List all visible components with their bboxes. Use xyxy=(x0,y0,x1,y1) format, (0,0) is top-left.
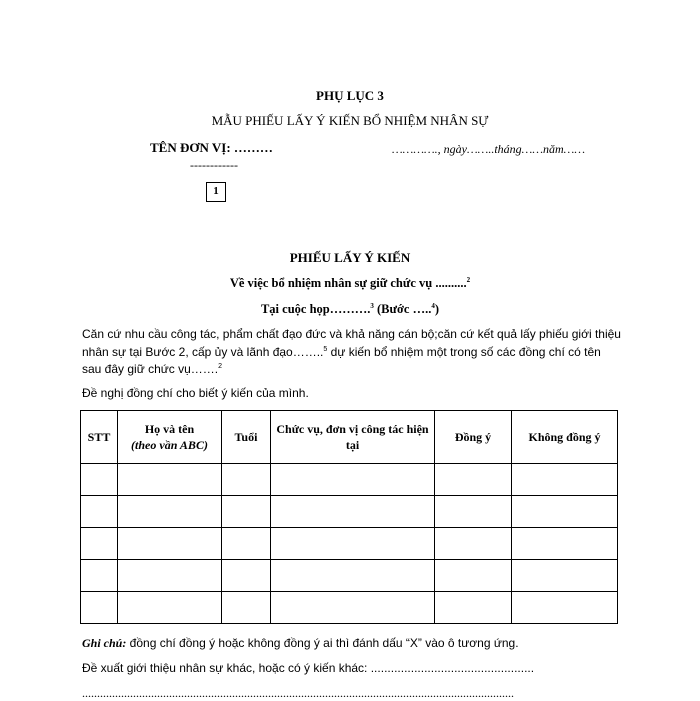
intro-text: Căn cứ nhu cầu công tác, phẩm chất đạo đức và khả năng cán bộ;căn cứ kết quả lấy phiếu giới thiệu nhân sự tại Bước 2, cấp ủy và lãnh đạo…….. xyxy=(82,327,621,359)
footnote-ref: 2 xyxy=(466,275,471,284)
footnote-ref: 3 xyxy=(370,301,374,310)
table-cell xyxy=(271,464,435,496)
table-cell xyxy=(222,528,271,560)
table-cell xyxy=(81,592,118,624)
unit-name-label: TÊN ĐƠN VỊ: ……… xyxy=(150,140,273,155)
col-header-age: Tuổi xyxy=(222,411,271,464)
agree-cell[interactable] xyxy=(435,464,512,496)
meeting-text: Tại cuộc họp………. xyxy=(260,302,371,316)
table-cell xyxy=(81,528,118,560)
col-header-stt: STT xyxy=(81,411,118,464)
footnote-ref: 4 xyxy=(431,301,435,310)
table-cell xyxy=(271,528,435,560)
table-cell xyxy=(118,496,222,528)
intro-paragraph xyxy=(82,326,622,379)
table-row xyxy=(81,528,618,560)
col-header-disagree: Không đồng ý xyxy=(512,411,618,464)
form-title: MẪU PHIẾU LẤY Ý KIẾN BỔ NHIỆM NHÂN SỰ xyxy=(211,113,489,128)
table-cell xyxy=(81,560,118,592)
table-cell xyxy=(222,592,271,624)
ballot-meeting xyxy=(0,302,700,317)
table-row xyxy=(81,560,618,592)
table-cell xyxy=(271,496,435,528)
table-cell xyxy=(81,496,118,528)
note-text: đồng chí đồng ý hoặc không đồng ý ai thì đánh dấu “X” vào ô tương ứng. xyxy=(126,636,519,650)
table-cell xyxy=(118,560,222,592)
agree-cell[interactable] xyxy=(435,560,512,592)
meeting-step-text: (Bước ….. xyxy=(373,302,432,316)
meeting-close: ) xyxy=(434,302,440,316)
disagree-cell[interactable] xyxy=(512,496,618,528)
table-cell xyxy=(81,464,118,496)
note-label: Ghi chú: xyxy=(82,636,127,650)
table-row xyxy=(81,592,618,624)
table-header-row xyxy=(81,411,618,464)
disagree-cell[interactable] xyxy=(512,464,618,496)
col-header-name-label: Họ và tên xyxy=(144,422,195,436)
intro-text-cont: dự kiến bổ nhiệm một trong số các đồng chí có tên sau đây giữ chức vụ……. xyxy=(82,344,601,376)
footnote-ref: 2 xyxy=(218,363,223,370)
disagree-cell[interactable] xyxy=(512,592,618,624)
col-header-position: Chức vụ, đơn vị công tác hiện tại xyxy=(271,411,435,464)
table-cell xyxy=(118,464,222,496)
agree-cell[interactable] xyxy=(435,592,512,624)
table-cell xyxy=(271,560,435,592)
appendix-title: PHỤ LỤC 3 xyxy=(316,88,384,103)
col-header-name-sub: (theo vần ABC) xyxy=(131,438,208,452)
table-row xyxy=(81,496,618,528)
unit-underline-dashes: ------------ xyxy=(190,158,238,172)
vote-table xyxy=(80,410,618,624)
ballot-title: PHIẾU LẤY Ý KIẾN xyxy=(289,250,411,265)
agree-cell[interactable] xyxy=(435,496,512,528)
table-row xyxy=(81,464,618,496)
table-cell xyxy=(222,560,271,592)
table-cell xyxy=(118,528,222,560)
request-line: Đề nghị đồng chí cho biết ý kiến của mình. xyxy=(82,386,309,400)
table-cell xyxy=(271,592,435,624)
date-line: …………., ngày……..tháng……năm…… xyxy=(392,142,586,156)
note-line xyxy=(82,636,519,651)
table-cell xyxy=(118,592,222,624)
disagree-cell[interactable] xyxy=(512,528,618,560)
disagree-cell[interactable] xyxy=(512,560,618,592)
table-cell xyxy=(222,464,271,496)
ballot-subject-text: Về việc bổ nhiệm nhân sự giữ chức vụ .......... xyxy=(229,276,467,290)
ballot-subject xyxy=(0,276,700,291)
table-cell xyxy=(222,496,271,528)
col-header-name xyxy=(118,411,222,464)
footnote-ref: 5 xyxy=(323,345,328,353)
box-number: 1 xyxy=(206,182,226,202)
agree-cell[interactable] xyxy=(435,528,512,560)
col-header-agree: Đồng ý xyxy=(435,411,512,464)
suggestion-line: Đề xuất giới thiệu nhân sự khác, hoặc có ý kiến khác: ................................................. xyxy=(82,661,535,675)
dotted-fill-line: ................................................................................................................................................ xyxy=(82,686,514,700)
